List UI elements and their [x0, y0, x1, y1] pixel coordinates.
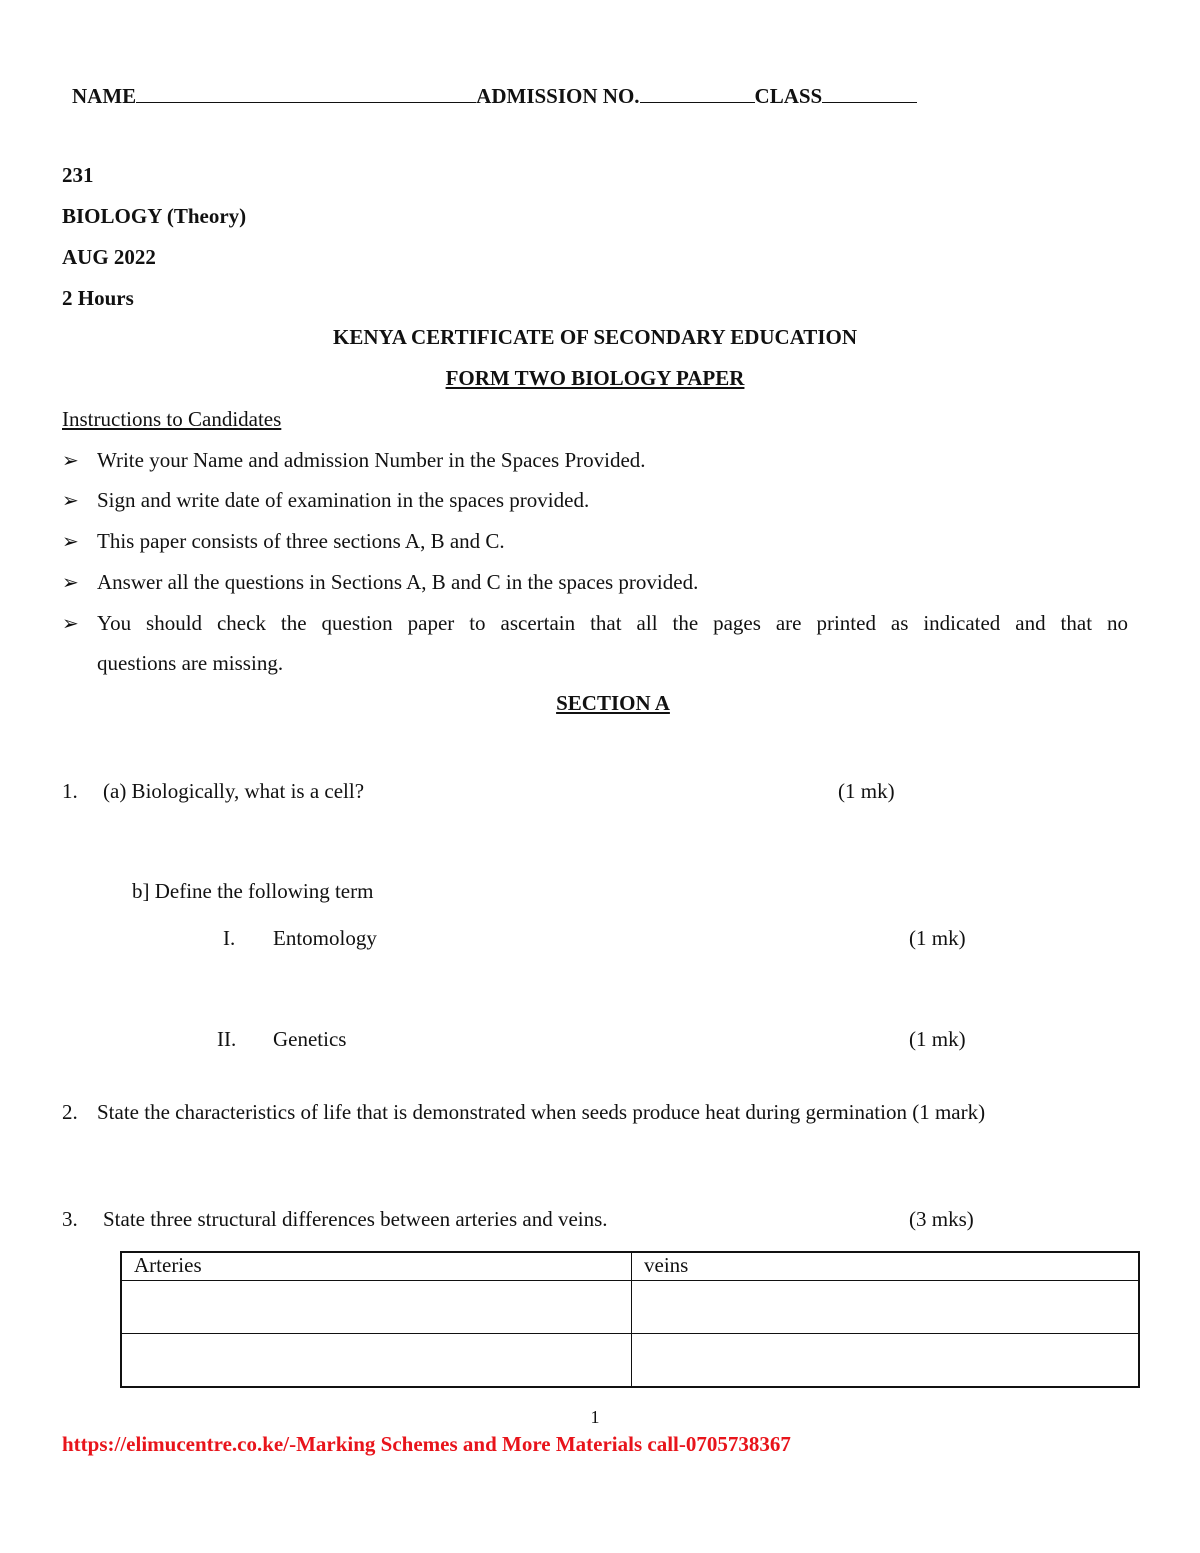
paper-title: FORM TWO BIOLOGY PAPER: [445, 366, 745, 390]
class-blank[interactable]: [822, 84, 917, 103]
instruction-item: [0, 490, 1200, 512]
term-numeral: I.: [223, 926, 236, 950]
paper-duration: 2 Hours: [62, 286, 134, 310]
term-marks: (1 mk): [909, 1027, 966, 1051]
student-details-line: [72, 84, 917, 107]
footer-link[interactable]: https://elimucentre.co.ke/-Marking Schemes and More Materials call-0705738367: [62, 1432, 791, 1456]
arrow-bullet-icon: ➢: [62, 611, 79, 635]
answer-cell[interactable]: [121, 1281, 632, 1334]
class-label: CLASS: [754, 84, 823, 108]
q2-text: State the characteristics of life that is demonstrated when seeds produce heat during germination (1 mark): [97, 1100, 986, 1124]
q3-text: State three structural differences between arteries and veins.: [103, 1207, 608, 1231]
table-header-arteries: Arteries: [121, 1252, 632, 1281]
section-a-heading: SECTION A: [556, 691, 670, 715]
q3-number: 3.: [62, 1207, 78, 1231]
answer-cell[interactable]: [632, 1334, 1140, 1388]
table-header-row: [121, 1252, 1139, 1281]
admission-blank[interactable]: [640, 84, 755, 103]
term-marks: (1 mk): [909, 926, 966, 950]
q2-number: 2.: [62, 1100, 78, 1124]
page-number: 1: [590, 1407, 600, 1427]
instruction-text: Write your Name and admission Number in the Spaces Provided.: [97, 448, 646, 472]
table-header-veins: veins: [632, 1252, 1140, 1281]
name-label: NAME: [72, 84, 137, 108]
exam-board-title: KENYA CERTIFICATE OF SECONDARY EDUCATION: [333, 325, 857, 349]
arrow-bullet-icon: ➢: [62, 529, 79, 553]
paper-date: AUG 2022: [62, 245, 156, 269]
paper-code: 231: [62, 163, 94, 187]
term-genetics: Genetics: [273, 1027, 347, 1051]
term-numeral: II.: [217, 1027, 237, 1051]
q1-part-a-marks: (1 mk): [838, 779, 895, 803]
q1-part-b: b] Define the following term: [132, 879, 374, 903]
instruction-text: Answer all the questions in Sections A, B and C in the spaces provided.: [97, 570, 699, 594]
arrow-bullet-icon: ➢: [62, 488, 79, 512]
arteries-veins-table: [120, 1251, 1140, 1388]
table-row: [121, 1334, 1139, 1388]
admission-label: ADMISSION NO.: [476, 84, 640, 108]
arrow-bullet-icon: ➢: [62, 570, 79, 594]
instruction-text: This paper consists of three sections A, B and C.: [97, 529, 505, 553]
instruction-item: [0, 572, 1200, 594]
q1-number: 1.: [62, 779, 78, 803]
q3-marks: (3 mks): [909, 1207, 974, 1231]
instruction-item: [0, 531, 1200, 553]
answer-cell[interactable]: [632, 1281, 1140, 1334]
answer-cell[interactable]: [121, 1334, 632, 1388]
instructions-heading: Instructions to Candidates: [62, 407, 282, 431]
instruction-text-continued: questions are missing.: [97, 651, 284, 675]
name-blank[interactable]: [136, 84, 476, 103]
instruction-text: You should check the question paper to ascertain that all the pages are printed as indicated and that no: [97, 611, 1128, 635]
arrow-bullet-icon: ➢: [62, 448, 79, 472]
term-entomology: Entomology: [273, 926, 377, 950]
table-row: [121, 1281, 1139, 1334]
instruction-text: Sign and write date of examination in the spaces provided.: [97, 488, 590, 512]
paper-subject: BIOLOGY (Theory): [62, 204, 247, 228]
q1-part-a: (a) Biologically, what is a cell?: [103, 779, 365, 803]
instruction-item: [0, 613, 1200, 635]
instruction-item: [0, 450, 1200, 472]
